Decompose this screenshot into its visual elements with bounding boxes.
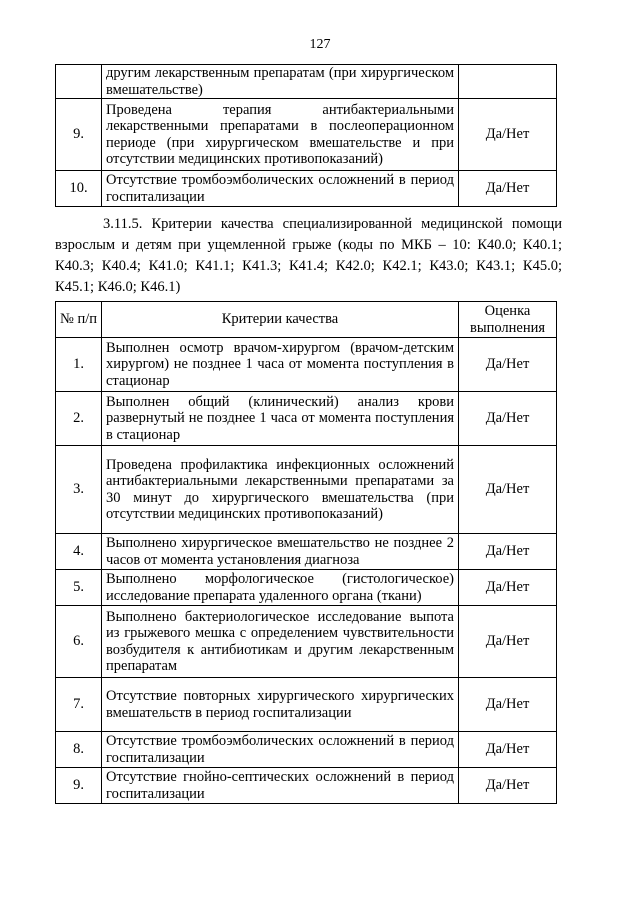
evaluation-cell: Да/Нет [459, 570, 557, 606]
criterion-text: Отсутствие повторных хирургического хирургических вмешательств в период госпитализации [102, 678, 459, 732]
criterion-text: Отсутствие тромбоэмболических осложнений в период госпитализации [102, 732, 459, 768]
section-heading-paragraph: 3.11.5. Критерии качества специализированной медицинской помощи взрослым и детям при ущемленной грыже (коды по МКБ – 10: К40.0; К40.1; К40.3; К40.4; К41.0; К41.1; К41.3; К41.4; К42.0; К42.1; К43.0; К43.1; К45.0; К45.1; К46.0; К46.1) [55, 216, 562, 295]
evaluation-cell [459, 65, 557, 99]
criterion-text: Проведена профилактика инфекционных осложнений антибактериальными лекарственными препаратами за 30 минут до хирургического вмешательства (при отсутствии медицинских противопоказаний) [102, 446, 459, 534]
table-row [56, 606, 557, 678]
evaluation-cell: Да/Нет [459, 606, 557, 678]
evaluation-cell: Да/Нет [459, 732, 557, 768]
table-row [56, 171, 557, 207]
criterion-text: Выполнено бактериологическое исследование выпота из грыжевого мешка с определением чувствительности возбудителя к антибиотикам и другим лекарственным препаратам [102, 606, 459, 678]
row-number: 3. [56, 446, 102, 534]
row-number: 9. [56, 99, 102, 171]
row-number: 10. [56, 171, 102, 207]
table-row [56, 732, 557, 768]
evaluation-cell: Да/Нет [459, 338, 557, 392]
evaluation-cell: Да/Нет [459, 171, 557, 207]
row-number: 4. [56, 534, 102, 570]
row-number: 1. [56, 338, 102, 392]
criterion-text: другим лекарственным препаратам (при хирургическом вмешательстве) [102, 65, 459, 99]
row-number [56, 65, 102, 99]
header-evaluation: Оценка выполнения [459, 302, 557, 338]
header-criteria: Критерии качества [102, 302, 459, 338]
criterion-text: Выполнен осмотр врачом-хирургом (врачом-детским хирургом) не позднее 1 часа от момента поступления в стационар [102, 338, 459, 392]
row-number: 5. [56, 570, 102, 606]
evaluation-cell: Да/Нет [459, 392, 557, 446]
evaluation-cell: Да/Нет [459, 678, 557, 732]
table-row [56, 99, 557, 171]
row-number: 8. [56, 732, 102, 768]
header-number: № п/п [56, 302, 102, 338]
table-row [56, 534, 557, 570]
evaluation-cell: Да/Нет [459, 768, 557, 804]
row-number: 9. [56, 768, 102, 804]
table-row [56, 446, 557, 534]
criterion-text: Выполнено хирургическое вмешательство не позднее 2 часов от момента установления диагноза [102, 534, 459, 570]
table-row [56, 768, 557, 804]
page-number: 127 [309, 37, 331, 52]
criterion-text: Отсутствие тромбоэмболических осложнений в период госпитализации [102, 171, 459, 207]
table-row [56, 678, 557, 732]
evaluation-cell: Да/Нет [459, 446, 557, 534]
evaluation-cell: Да/Нет [459, 534, 557, 570]
criterion-text: Выполнен общий (клинический) анализ крови развернутый не позднее 1 часа от момента поступления в стационар [102, 392, 459, 446]
criterion-text: Проведена терапия антибактериальными лекарственными препаратами в послеоперационном периоде (при хирургическом вмешательстве и при отсутствии медицинских противопоказаний) [102, 99, 459, 171]
evaluation-cell: Да/Нет [459, 99, 557, 171]
row-number: 2. [56, 392, 102, 446]
table-row [56, 338, 557, 392]
table-row [56, 392, 557, 446]
row-number: 6. [56, 606, 102, 678]
criterion-text: Отсутствие гнойно-септических осложнений в период госпитализации [102, 768, 459, 804]
row-number: 7. [56, 678, 102, 732]
criterion-text: Выполнено морфологическое (гистологическое) исследование препарата удаленного органа (ткани) [102, 570, 459, 606]
criteria-table-continued [55, 64, 557, 207]
criteria-table [55, 301, 557, 804]
table-header-row [56, 302, 557, 338]
table-row [56, 570, 557, 606]
table-row [56, 65, 557, 99]
